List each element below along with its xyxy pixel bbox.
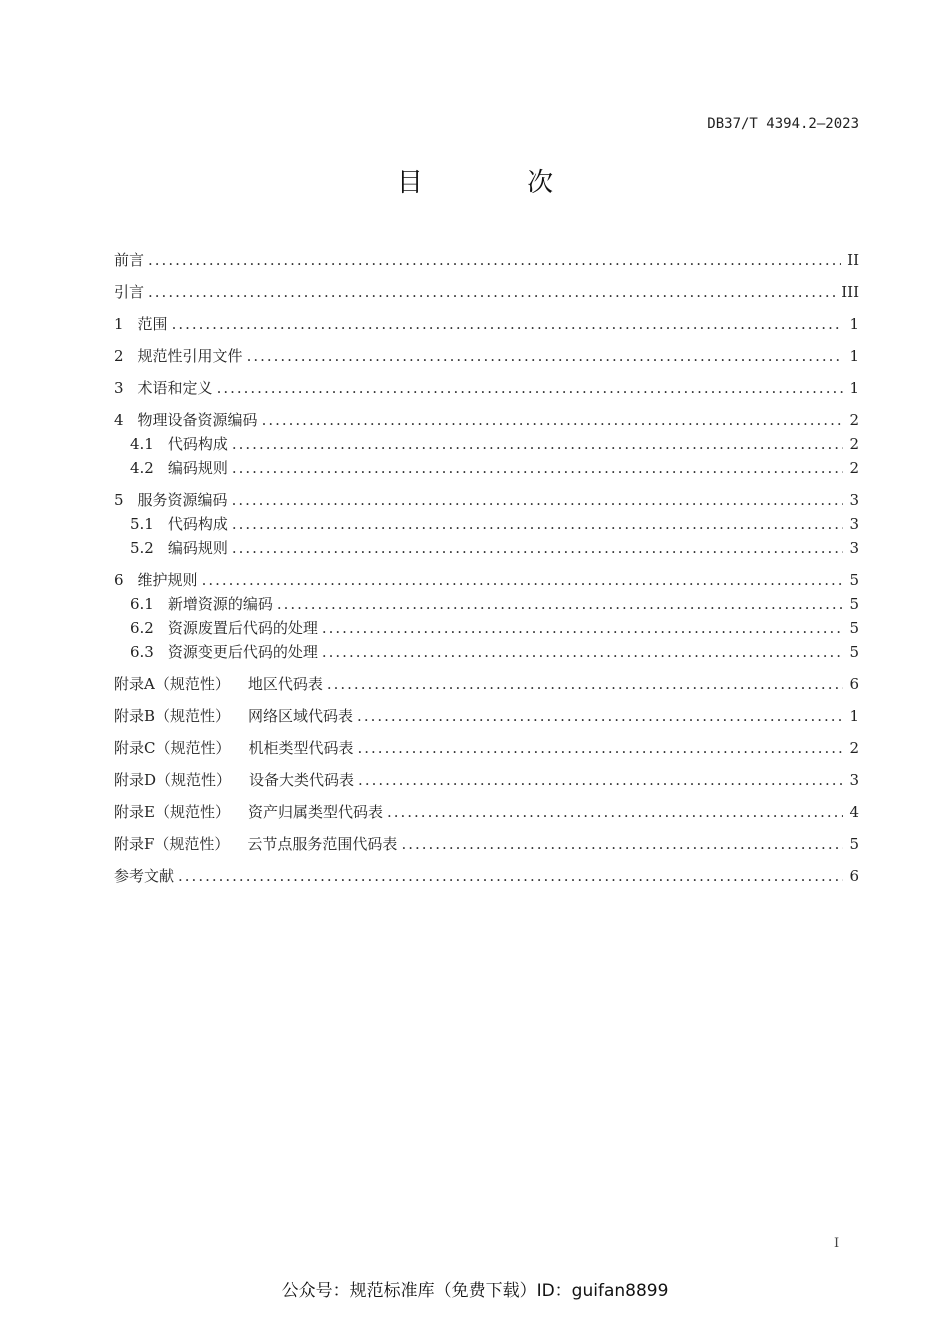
toc-entry-title: 资源变更后代码的处理 (167, 643, 318, 661)
toc-entry-number: 附录D（规范性） (114, 771, 232, 789)
dot-leader (232, 512, 843, 536)
toc-entry[interactable] (114, 376, 859, 400)
toc-entry[interactable] (114, 736, 859, 760)
toc-entry[interactable] (114, 512, 859, 536)
toc-entry-label (130, 640, 318, 664)
toc-entry-title: 资源废置后代码的处理 (167, 619, 318, 637)
dot-leader (322, 640, 843, 664)
toc-entry-number: 5 (114, 491, 124, 509)
toc-entry[interactable] (114, 704, 859, 728)
toc-entry-label (114, 312, 168, 336)
toc-entry-title: 规范性引用文件 (137, 347, 243, 365)
toc-entry-page: 1 (849, 315, 859, 333)
toc-entry[interactable] (114, 344, 859, 368)
toc-entry-page: 5 (849, 835, 859, 853)
toc-entry[interactable] (114, 536, 859, 560)
toc-entry-title: 维护规则 (137, 571, 198, 589)
dot-leader (232, 488, 843, 512)
toc-entry-title: 资产归属类型代码表 (247, 803, 383, 821)
toc-entry-title: 引言 (114, 283, 145, 301)
page-title: 目 次 (396, 168, 602, 198)
page-number: I (834, 1236, 840, 1251)
toc-entry-label (130, 616, 318, 640)
toc-entry-title: 网络区域代码表 (248, 707, 354, 725)
toc-entry-page: II (847, 251, 859, 269)
toc-entry-page: 2 (849, 739, 859, 757)
toc-entry-page: 5 (849, 619, 859, 637)
toc-entry-number: 附录B（规范性） (114, 707, 231, 725)
toc-entry-page: 1 (849, 707, 859, 725)
dot-leader (232, 432, 843, 456)
toc-entry-label (114, 248, 144, 272)
toc-entry-title: 机柜类型代码表 (248, 739, 354, 757)
toc-entry-number: 1 (114, 315, 124, 333)
toc-entry-label (130, 536, 228, 560)
toc-entry-title: 物理设备资源编码 (137, 411, 258, 429)
toc-entry[interactable] (114, 408, 859, 432)
dot-leader (232, 536, 843, 560)
toc-entry-title: 前言 (114, 251, 145, 269)
toc-entry-page: 6 (849, 867, 859, 885)
toc-entry-title: 参考文献 (114, 867, 175, 885)
dot-leader (262, 408, 843, 432)
toc-entry-title: 服务资源编码 (137, 491, 228, 509)
toc-entry-number: 附录E（规范性） (114, 803, 230, 821)
toc-entry[interactable] (114, 832, 859, 856)
toc-entry-title: 新增资源的编码 (167, 595, 273, 613)
dot-leader (358, 736, 844, 760)
toc-entry-number: 附录F（规范性） (114, 835, 230, 853)
toc-entry-page: 1 (849, 347, 859, 365)
toc-entry[interactable] (114, 456, 859, 480)
toc-entry-label (114, 832, 397, 856)
dot-leader (277, 592, 843, 616)
toc-entry-label (114, 280, 144, 304)
toc-entry[interactable] (114, 312, 859, 336)
dot-leader (247, 344, 843, 368)
toc-entry-number: 附录A（规范性） (114, 675, 230, 693)
toc-entry-label (130, 432, 228, 456)
toc-entry[interactable] (114, 280, 859, 304)
toc-entry-label (114, 672, 323, 696)
toc-entry-number: 6.1 (130, 595, 154, 613)
toc-entry[interactable] (114, 432, 859, 456)
toc-entry-label (114, 800, 383, 824)
dot-leader (217, 376, 843, 400)
toc-entry-page: 3 (849, 491, 859, 509)
toc-entry-page: 5 (849, 595, 859, 613)
toc-entry-number: 6.2 (130, 619, 154, 637)
standard-code: DB37/T 4394.2—2023 (707, 116, 859, 132)
toc-entry-number: 3 (114, 379, 124, 397)
toc-entry-number: 6.3 (130, 643, 154, 661)
toc-entry-page: 5 (849, 571, 859, 589)
toc-entry-label (130, 512, 228, 536)
toc-entry[interactable] (114, 568, 859, 592)
toc-entry-label (130, 592, 273, 616)
toc-entry-page: 4 (849, 803, 859, 821)
toc-entry-number: 4.1 (130, 435, 154, 453)
toc-entry-page: III (841, 283, 859, 301)
toc-entry-label (114, 864, 174, 888)
dot-leader (401, 832, 843, 856)
toc-entry-page: 2 (849, 435, 859, 453)
toc-entry-number: 6 (114, 571, 124, 589)
dot-leader (357, 704, 843, 728)
dot-leader (327, 672, 843, 696)
dot-leader (232, 456, 843, 480)
toc-entry-page: 6 (849, 675, 859, 693)
toc-entry-label (114, 408, 258, 432)
toc-entry-number: 附录C（规范性） (114, 739, 231, 757)
toc-entry-page: 3 (849, 539, 859, 557)
dot-leader (387, 800, 843, 824)
toc-entry[interactable] (114, 488, 859, 512)
toc-entry-page: 3 (849, 515, 859, 533)
toc-entry-title: 范围 (137, 315, 168, 333)
toc-entry-title: 代码构成 (167, 515, 228, 533)
toc-entry-number: 2 (114, 347, 124, 365)
table-of-contents (114, 248, 859, 888)
dot-leader (172, 312, 843, 336)
toc-entry[interactable] (114, 864, 859, 888)
toc-entry-label (114, 344, 243, 368)
toc-entry-label (114, 376, 213, 400)
toc-entry-title: 设备大类代码表 (249, 771, 355, 789)
dot-leader (148, 280, 835, 304)
toc-entry[interactable] (114, 800, 859, 824)
toc-entry[interactable] (114, 640, 859, 664)
toc-entry-title: 云节点服务范围代码表 (247, 835, 398, 853)
toc-entry[interactable] (114, 248, 859, 272)
dot-leader (322, 616, 843, 640)
toc-entry-label (130, 456, 228, 480)
toc-entry-label (114, 704, 353, 728)
toc-entry-number: 5.1 (130, 515, 154, 533)
dot-leader (202, 568, 843, 592)
dot-leader (358, 768, 843, 792)
toc-entry-page: 1 (849, 379, 859, 397)
toc-entry-number: 5.2 (130, 539, 154, 557)
toc-entry[interactable] (114, 592, 859, 616)
dot-leader (148, 248, 841, 272)
toc-entry[interactable] (114, 616, 859, 640)
toc-entry-page: 3 (849, 771, 859, 789)
toc-entry-label (114, 768, 354, 792)
toc-entry-title: 地区代码表 (247, 675, 323, 693)
toc-entry-label (114, 736, 354, 760)
toc-entry-page: 2 (849, 411, 859, 429)
toc-entry-label (114, 568, 198, 592)
toc-entry-title: 代码构成 (167, 435, 228, 453)
watermark-text: 公众号：规范标准库（免费下载）ID：guifan8899 (281, 1281, 669, 1301)
toc-entry[interactable] (114, 768, 859, 792)
toc-entry-title: 术语和定义 (137, 379, 213, 397)
toc-entry-page: 5 (849, 643, 859, 661)
dot-leader (178, 864, 843, 888)
toc-entry-title: 编码规则 (167, 539, 228, 557)
toc-entry-number: 4.2 (130, 459, 154, 477)
toc-entry-title: 编码规则 (167, 459, 228, 477)
toc-entry-label (114, 488, 228, 512)
toc-entry-page: 2 (849, 459, 859, 477)
toc-entry-number: 4 (114, 411, 124, 429)
toc-entry[interactable] (114, 672, 859, 696)
